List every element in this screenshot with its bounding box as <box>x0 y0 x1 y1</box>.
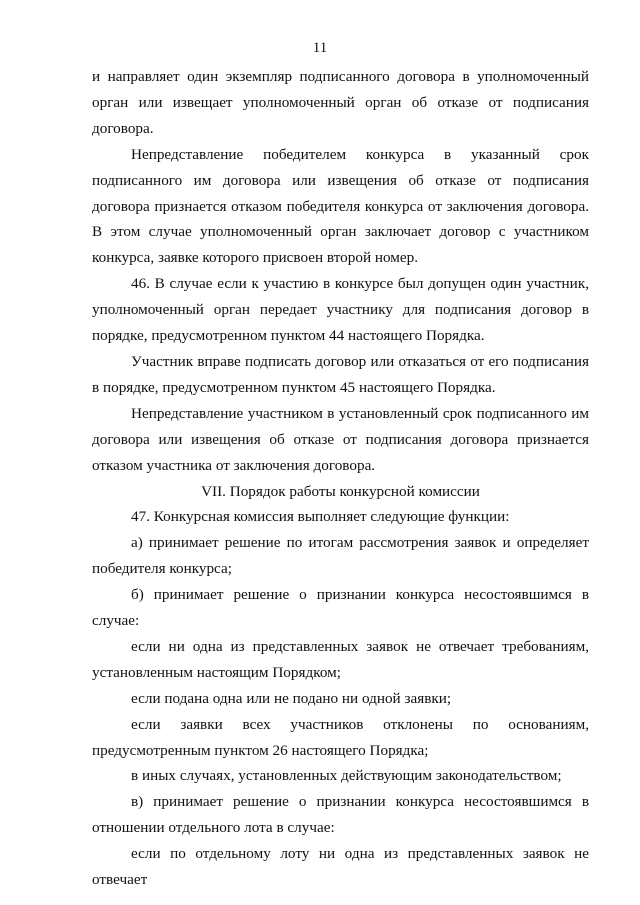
paragraph-47: 47. Конкурсная комиссия выполняет следующие функции: <box>131 508 510 526</box>
list-subitem-other-cases: в иных случаях, установленных действующим законодательством; <box>131 767 562 785</box>
document-body <box>92 64 589 893</box>
paragraph-46: 46. В случае если к участию в конкурсе был допущен один участник, уполномоченный орган передает участнику для подписания договор в порядке, предусмотренном пунктом 44 настоящего Порядка. <box>92 275 589 345</box>
section-heading: VII. Порядок работы конкурсной комиссии <box>201 482 480 500</box>
list-subitem-lot: если по отдельному лоту ни одна из представленных заявок не отвечает <box>92 845 589 889</box>
paragraph-participant-refusal: Непредставление участником в установленный срок подписанного им договора или извещения об отказе от подписания договора признается отказом участника от заключения договора. <box>92 404 589 474</box>
paragraph-continuation: и направляет один экземпляр подписанного договора в уполномоченный орган или извещает уполномоченный орган об отказе от подписания договора. <box>92 68 589 137</box>
paragraph-failure-to-submit: Непредставление победителем конкурса в указанный срок подписанного им договора или извещения об отказе от подписания договора признается отказом победителя конкурса от заключения договора. В этом случае уполномоченный орган заключает договор с участником конкурса, заявке которого присвоен второй номер. <box>92 145 589 267</box>
list-item-v: в) принимает решение о признании конкурса несостоявшимся в отношении отдельного лота в случае: <box>92 793 589 837</box>
paragraph-participant-right: Участник вправе подписать договор или отказаться от его подписания в порядке, предусмотренном пунктом 45 настоящего Порядка. <box>92 352 589 396</box>
list-subitem-one-or-none: если подана одна или не подано ни одной заявки; <box>131 689 452 707</box>
list-subitem-no-valid-bids: если ни одна из представленных заявок не отвечает требованиям, установленным настоящим Порядком; <box>92 637 589 681</box>
list-item-a: а) принимает решение по итогам рассмотрения заявок и определяет победителя конкурса; <box>92 534 589 578</box>
list-item-b: б) принимает решение о признании конкурса несостоявшимся в случае: <box>92 586 589 630</box>
list-subitem-all-rejected: если заявки всех участников отклонены по основаниям, предусмотренным пунктом 26 настоящего Порядка; <box>92 715 589 759</box>
page-number: 11 <box>312 40 328 56</box>
